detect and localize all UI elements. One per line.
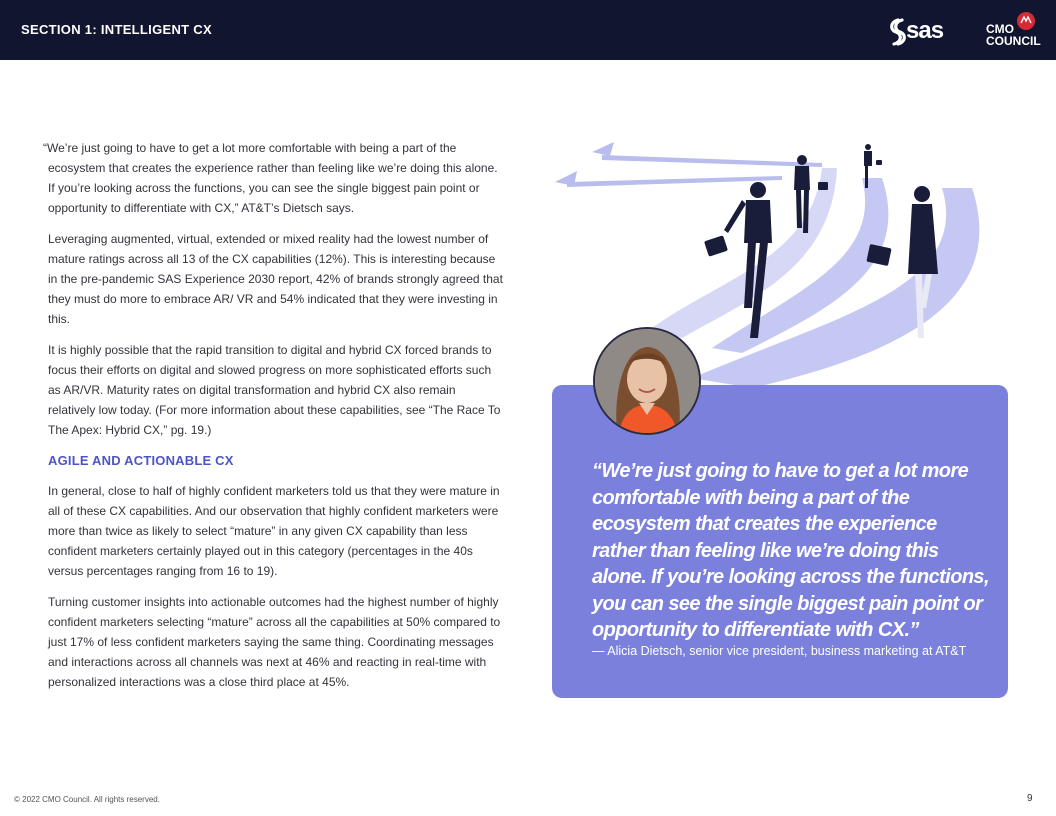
body-paragraph: Leveraging augmented, virtual, extended or mixed reality had the lowest number of mature ratings across all 13 of the CX capabilities (12%). This is interesting because in the pre-pandemic SAS Experience 2030 report, 42% of brands strongly agreed that they must do more to embrace AR/ VR and 54% indicated that they were investing in this.: [48, 232, 503, 326]
arrow-icon: [592, 142, 614, 156]
arrow-icon: [567, 176, 782, 187]
speaker-photo: [593, 327, 701, 435]
body-paragraph: Turning customer insights into actionable outcomes had the highest number of highly confident marketers selecting “mature” across all the capabilities at 50% compared to just 17% of less confident marketers saying the same thing. Coordinating messages and interactions across all channels was next at 46% and reacting in real-time with personalized interactions was a close third place at 45%.: [48, 595, 501, 689]
cmo-council-logo-text: [986, 23, 1041, 47]
sas-logo-text: sas: [906, 17, 944, 44]
section-title: SECTION 1: INTELLIGENT CX: [21, 22, 212, 37]
arrow-icon: [555, 171, 577, 186]
page-number: 9: [1027, 793, 1033, 804]
cmo-logo-line1: CMO: [986, 22, 1014, 36]
cmo-logo-line2: COUNCIL: [986, 34, 1041, 48]
body-text-column: [43, 138, 504, 703]
body-paragraph: In general, close to half of highly confident marketers told us that they were mature in all of these CX capabilities. And our observation that highly confident marketers were more than twice as likely to select “mature” in any given CX capability than less confident marketers certainly played out in this category (percentages in the 40s versus percentages ranging from 16 to 19).: [48, 484, 500, 578]
section-subheading: AGILE AND ACTIONABLE CX: [48, 453, 234, 468]
body-paragraph: “We’re just going to have to get a lot more comfortable with being a part of the ecosystem that creates the experience rather than feeling like we’re doing this alone. If you’re looking across the functions, you can see the single biggest pain point or opportunity to differentiate with CX,” AT&T’s Dietsch says.: [43, 141, 498, 215]
arrow-icon: [602, 155, 822, 167]
page-header: [0, 0, 1056, 60]
pull-quote: “We’re just going to have to get a lot more comfortable with being a part of the ecosystem that creates the experience rather than feeling like we’re doing this alone. If you’re looking across the functions, you can see the single biggest pain point or opportunity to differentiate with CX.”: [592, 460, 989, 641]
body-paragraph: It is highly possible that the rapid transition to digital and hybrid CX forced brands to focus their efforts on digital and slowed progress on more sophisticated efforts such as AR/VR. Maturity rates on digital transformation and hybrid CX also remain relatively low today. (For more information about these capabilities, see “The Race To The Apex: Hybrid CX,” pg. 19.): [48, 343, 501, 437]
quote-attribution: — Alicia Dietsch, senior vice president, business marketing at AT&T: [592, 644, 967, 658]
portrait-image: [595, 329, 699, 433]
copyright-notice: © 2022 CMO Council. All rights reserved.: [14, 795, 160, 804]
